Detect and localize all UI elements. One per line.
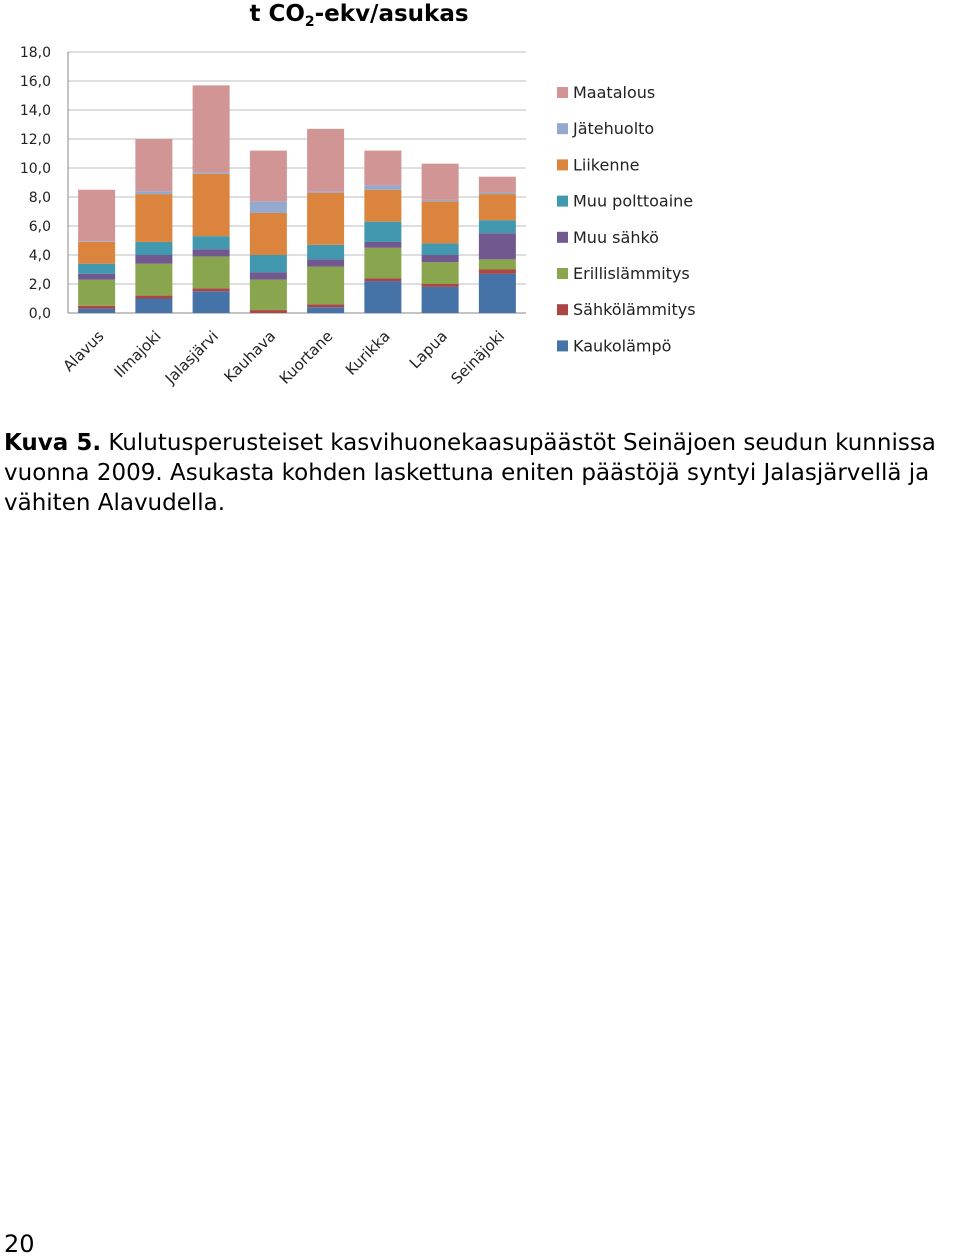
bar-segment — [78, 264, 115, 274]
x-tick-label: Alavus — [59, 327, 108, 376]
bar-segment — [364, 222, 401, 242]
bar-segment — [307, 267, 344, 305]
bar-stack — [250, 151, 287, 313]
bar-segment — [479, 270, 516, 274]
legend-label: Maatalous — [573, 83, 656, 102]
x-tick-label: Ilmajoki — [110, 327, 165, 382]
y-tick-label: 18,0 — [19, 45, 51, 61]
bar-segment — [479, 220, 516, 233]
bar-segment — [135, 139, 172, 191]
legend-label: Erillislämmitys — [573, 264, 690, 283]
chart-title-post: -ekv/asukas — [314, 1, 469, 27]
legend-swatch — [557, 232, 568, 243]
bar-segment — [193, 85, 230, 172]
bar-segment — [364, 248, 401, 278]
x-tick-label: Kauhava — [220, 327, 280, 386]
bar-segment — [364, 281, 401, 313]
bar-stack — [479, 177, 516, 313]
bar-segment — [135, 264, 172, 296]
bar-segment — [479, 274, 516, 313]
stacked-bar-chart — [0, 0, 720, 400]
bar-segment — [307, 129, 344, 191]
x-tick-label: Lapua — [405, 327, 451, 373]
legend-label: Jätehuolto — [573, 119, 655, 139]
bar-segment — [479, 259, 516, 269]
legend-swatch — [557, 87, 568, 98]
bar-segment — [422, 243, 459, 255]
y-tick-label: 6,0 — [28, 219, 51, 235]
bar-segment — [250, 151, 287, 202]
bar-segment — [78, 242, 115, 264]
bar-segment — [193, 172, 230, 173]
bar-stack — [78, 190, 115, 313]
bar-segment — [307, 307, 344, 313]
legend-label: Muu sähkö — [573, 227, 659, 247]
bar-segment — [479, 194, 516, 220]
bar-segment — [422, 200, 459, 201]
bar-stack — [135, 139, 172, 313]
bar-segment — [78, 241, 115, 242]
x-tick-label: Kuortane — [275, 327, 337, 388]
bar-segment — [250, 201, 287, 213]
y-tick-label: 8,0 — [28, 190, 51, 206]
bar-segment — [135, 242, 172, 255]
legend-swatch — [557, 304, 568, 315]
caption-text: Kulutusperusteiset kasvihuonekaasupäästöt Seinäjoen seudun kunnissa vuonna 2009. Asukasta kohden laskettuna eniten päästöjä syntyi Jalasjärvellä ja vähiten Alavudella. — [4, 430, 936, 516]
figure-caption — [4, 428, 954, 518]
x-tick-label: Seinäjoki — [447, 327, 509, 388]
legend-label: Muu polttoaine — [573, 191, 694, 211]
bar-segment — [307, 193, 344, 245]
y-tick-label: 12,0 — [19, 132, 51, 148]
bar-segment — [193, 249, 230, 256]
caption-label: Kuva 5. — [4, 430, 102, 456]
bar-segment — [422, 201, 459, 243]
bar-segment — [479, 193, 516, 194]
x-axis-labels — [59, 327, 508, 388]
legend-swatch — [557, 268, 568, 279]
bar-segment — [364, 151, 401, 186]
bar-stack — [193, 85, 230, 313]
bar-segment — [78, 309, 115, 313]
bar-segment — [135, 191, 172, 194]
bar-segment — [307, 259, 344, 266]
bar-segment — [78, 274, 115, 280]
bar-segment — [135, 296, 172, 299]
bar-segment — [250, 255, 287, 272]
bar-segment — [78, 280, 115, 306]
x-tick-label: Kurikka — [341, 327, 394, 379]
bar-segment — [193, 174, 230, 236]
legend-swatch — [557, 196, 568, 207]
legend-swatch — [557, 123, 568, 134]
bar-segment — [78, 190, 115, 241]
bar-segment — [422, 284, 459, 287]
y-tick-label: 0,0 — [28, 306, 51, 322]
bar-segment — [479, 177, 516, 193]
chart-title — [249, 1, 468, 30]
bar-segment — [364, 185, 401, 189]
bar-segment — [422, 287, 459, 313]
y-tick-label: 2,0 — [28, 277, 51, 293]
bar-segment — [250, 280, 287, 310]
bar-segment — [307, 191, 344, 192]
bar-segment — [364, 190, 401, 222]
bar-stack — [364, 151, 401, 313]
bar-segment — [307, 304, 344, 307]
bars — [78, 85, 516, 313]
bar-stack — [422, 164, 459, 313]
bar-segment — [422, 262, 459, 284]
legend-label: Kaukolämpö — [573, 336, 672, 356]
bar-segment — [364, 278, 401, 281]
bar-segment — [193, 288, 230, 291]
bar-segment — [250, 272, 287, 279]
legend-label: Sähkölämmitys — [573, 300, 696, 320]
chart-title-sub: 2 — [304, 14, 315, 30]
y-tick-label: 10,0 — [19, 161, 51, 177]
legend-swatch — [557, 340, 568, 351]
y-tick-label: 14,0 — [19, 103, 51, 119]
bar-segment — [193, 256, 230, 288]
legend-swatch — [557, 159, 568, 170]
bar-segment — [422, 255, 459, 262]
bar-segment — [250, 213, 287, 255]
legend-label: Liikenne — [573, 155, 640, 175]
bar-segment — [193, 236, 230, 249]
x-tick-label: Jalasjärvi — [161, 327, 222, 388]
bar-segment — [193, 291, 230, 313]
bar-segment — [135, 299, 172, 314]
legend — [557, 83, 696, 355]
bar-stack — [307, 129, 344, 313]
page-number: 20 — [4, 1230, 35, 1258]
bar-segment — [364, 242, 401, 248]
chart-title-pre: t CO — [249, 1, 305, 27]
y-tick-label: 16,0 — [19, 74, 51, 90]
bar-segment — [250, 310, 287, 313]
bar-segment — [78, 306, 115, 309]
bar-segment — [479, 233, 516, 259]
bar-segment — [135, 255, 172, 264]
bar-segment — [135, 194, 172, 242]
bar-segment — [422, 164, 459, 200]
y-tick-label: 4,0 — [28, 248, 51, 264]
bar-segment — [307, 245, 344, 260]
